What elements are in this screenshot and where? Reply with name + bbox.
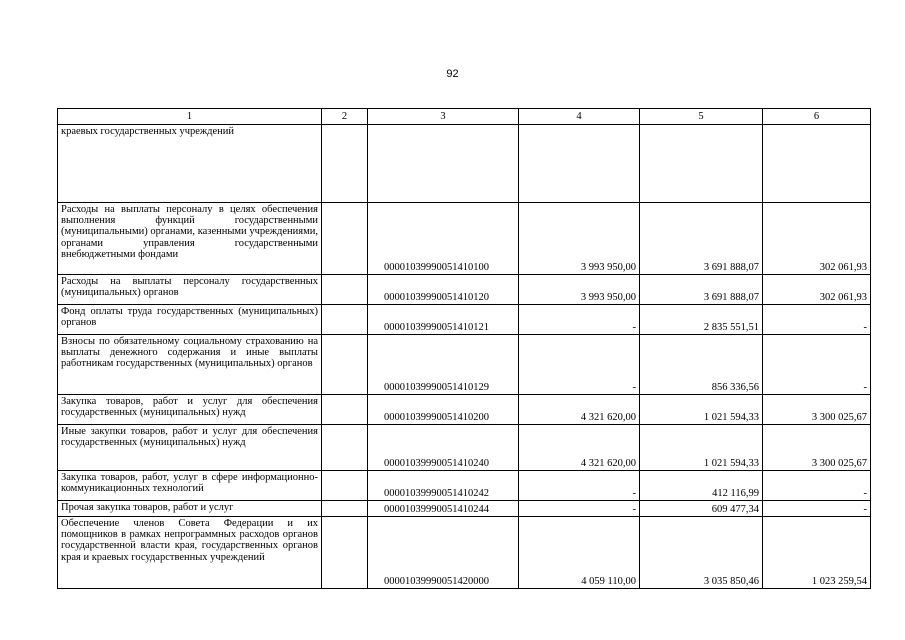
row-diff-cell: 1 023 259,54 xyxy=(763,517,871,589)
row-code-cell: 00001039990051410120 xyxy=(368,275,519,305)
row-diff-cell: 302 061,93 xyxy=(763,203,871,275)
row-plan-cell xyxy=(519,125,640,203)
header-cell: 3 xyxy=(368,109,519,125)
row-name-cell: Расходы на выплаты персоналу в целях обеспечения выполнения функций государственными (муниципальными) органами, казенными учреждениями, органами управления государственными внебюджетными фондами xyxy=(58,203,322,275)
row-name-cell: Расходы на выплаты персоналу государственных (муниципальных) органов xyxy=(58,275,322,305)
row-diff-cell: - xyxy=(763,471,871,501)
row-code-cell: 00001039990051410240 xyxy=(368,425,519,471)
row-plan-cell: 3 993 950,00 xyxy=(519,203,640,275)
page-number: 92 xyxy=(446,68,459,80)
row-col2-cell xyxy=(322,125,368,203)
row-code-cell: 00001039990051410129 xyxy=(368,335,519,395)
header-cell: 4 xyxy=(519,109,640,125)
row-name-cell: Иные закупки товаров, работ и услуг для обеспечения государственных (муниципальных) нужд xyxy=(58,425,322,471)
table-row xyxy=(58,471,871,501)
row-fact-cell: 1 021 594,33 xyxy=(640,395,763,425)
row-name-cell: Обеспечение членов Совета Федерации и их помощников в рамках непрограммных расходов органов государственной власти края, государственных органов края и краевых государственных учреждений xyxy=(58,517,322,589)
row-diff-cell: - xyxy=(763,305,871,335)
row-plan-cell: - xyxy=(519,471,640,501)
header-cell: 5 xyxy=(640,109,763,125)
table-row xyxy=(58,501,871,517)
row-plan-cell: 4 059 110,00 xyxy=(519,517,640,589)
row-plan-cell: 3 993 950,00 xyxy=(519,275,640,305)
table-row xyxy=(58,395,871,425)
row-name-cell: Закупка товаров, работ и услуг для обеспечения государственных (муниципальных) нужд xyxy=(58,395,322,425)
header-cell: 2 xyxy=(322,109,368,125)
row-code-cell: 00001039990051410100 xyxy=(368,203,519,275)
row-fact-cell: 3 691 888,07 xyxy=(640,203,763,275)
table-row xyxy=(58,425,871,471)
row-diff-cell: - xyxy=(763,335,871,395)
row-col2-cell xyxy=(322,203,368,275)
row-code-cell: 00001039990051410244 xyxy=(368,501,519,517)
row-name-cell: краевых государственных учреждений xyxy=(58,125,322,203)
row-plan-cell: 4 321 620,00 xyxy=(519,395,640,425)
row-diff-cell: - xyxy=(763,501,871,517)
table-row xyxy=(58,125,871,203)
table-row xyxy=(58,517,871,589)
row-fact-cell: 3 035 850,46 xyxy=(640,517,763,589)
table-row xyxy=(58,305,871,335)
row-fact-cell: 3 691 888,07 xyxy=(640,275,763,305)
row-diff-cell: 3 300 025,67 xyxy=(763,395,871,425)
row-name-cell: Закупка товаров, работ, услуг в сфере информационно-коммуникационных технологий xyxy=(58,471,322,501)
row-col2-cell xyxy=(322,395,368,425)
table-row xyxy=(58,335,871,395)
row-col2-cell xyxy=(322,275,368,305)
table-row xyxy=(58,275,871,305)
row-col2-cell xyxy=(322,305,368,335)
row-col2-cell xyxy=(322,425,368,471)
row-fact-cell: 856 336,56 xyxy=(640,335,763,395)
row-diff-cell xyxy=(763,125,871,203)
row-diff-cell: 302 061,93 xyxy=(763,275,871,305)
row-plan-cell: 4 321 620,00 xyxy=(519,425,640,471)
header-cell: 1 xyxy=(58,109,322,125)
row-name-cell: Прочая закупка товаров, работ и услуг xyxy=(58,501,322,517)
row-code-cell: 00001039990051420000 xyxy=(368,517,519,589)
row-col2-cell xyxy=(322,517,368,589)
row-code-cell: 00001039990051410200 xyxy=(368,395,519,425)
row-fact-cell: 412 116,99 xyxy=(640,471,763,501)
row-fact-cell: 2 835 551,51 xyxy=(640,305,763,335)
header-cell: 6 xyxy=(763,109,871,125)
row-plan-cell: - xyxy=(519,335,640,395)
row-col2-cell xyxy=(322,501,368,517)
row-fact-cell: 1 021 594,33 xyxy=(640,425,763,471)
row-fact-cell xyxy=(640,125,763,203)
row-code-cell xyxy=(368,125,519,203)
table-header-row xyxy=(58,109,871,125)
row-name-cell: Фонд оплаты труда государственных (муниципальных) органов xyxy=(58,305,322,335)
row-code-cell: 00001039990051410242 xyxy=(368,471,519,501)
row-name-cell: Взносы по обязательному социальному страхованию на выплаты денежного содержания и иные выплаты работникам государственных (муниципальных) органов xyxy=(58,335,322,395)
row-plan-cell: - xyxy=(519,305,640,335)
row-diff-cell: 3 300 025,67 xyxy=(763,425,871,471)
budget-table xyxy=(57,108,871,589)
table-row xyxy=(58,203,871,275)
row-col2-cell xyxy=(322,335,368,395)
row-plan-cell: - xyxy=(519,501,640,517)
row-fact-cell: 609 477,34 xyxy=(640,501,763,517)
row-code-cell: 00001039990051410121 xyxy=(368,305,519,335)
row-col2-cell xyxy=(322,471,368,501)
